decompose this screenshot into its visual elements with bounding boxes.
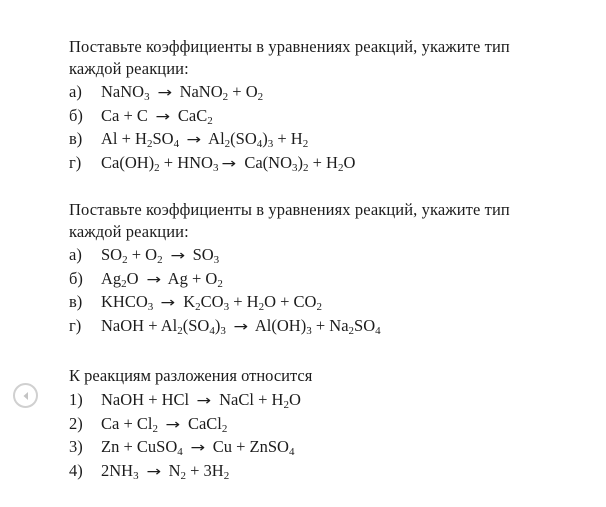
back-button[interactable] (13, 383, 38, 408)
equation-row (69, 151, 589, 175)
reaction-arrow: → (170, 248, 185, 264)
task-3 (69, 364, 589, 482)
subscript: 2 (337, 161, 344, 174)
subscript: 2 (152, 422, 158, 435)
subscript: 2 (258, 301, 265, 313)
item-label: б) (69, 268, 83, 288)
chemical-equation: $2NH_3 \to N_2 + 3H_2$ (101, 459, 229, 485)
equation-row (69, 243, 589, 267)
subscript: 2 (121, 277, 127, 290)
chemical-equation: $Ca + Cl_2$ → CaCl$_2$ (101, 412, 227, 438)
equation-row (69, 267, 589, 291)
subscript: 2 (180, 469, 186, 482)
subscript: 3 (267, 138, 274, 150)
reaction-arrow: → (190, 440, 206, 456)
task-2 (69, 199, 589, 337)
item-label: в) (69, 292, 83, 311)
task-2-heading-line-2: каждой реакции: (69, 222, 189, 241)
chemical-equation: NaOH + HCl → NaCl + $H_2O$ (101, 388, 301, 414)
subscript: 2 (224, 138, 231, 150)
chevron-left-icon (21, 391, 31, 401)
item-label: а) (69, 245, 82, 264)
reaction-arrow: → (155, 108, 171, 125)
subscript: 2 (157, 254, 163, 266)
subscript: 4 (256, 138, 263, 150)
subscript: 3 (144, 91, 150, 103)
reaction-arrow: → (196, 393, 212, 409)
subscript: 2 (223, 469, 230, 482)
chemical-equation: $Al + H_2SO_4 \to Al_2(SO_4)_3 + H_2$ (101, 127, 308, 153)
reaction-arrow: → (146, 463, 161, 480)
subscript: 3 (306, 324, 312, 337)
subscript: 4 (209, 324, 215, 337)
answer-option (69, 388, 589, 412)
chemical-equation: $Ca(OH)_2 + HNO_3 \to Ca(NO_3)_2 + H_2O$ (101, 151, 355, 177)
subscript: 2 (154, 161, 160, 174)
task-1 (69, 36, 589, 174)
option-number: 4) (69, 460, 83, 480)
answer-option (69, 459, 589, 483)
subscript: 4 (173, 138, 180, 150)
option-number: 3) (69, 437, 83, 456)
subscript: 2 (146, 138, 153, 150)
task-1-heading-line-2: каждой реакции: (69, 59, 189, 78)
equation-row (69, 80, 589, 104)
subscript: 2 (302, 161, 309, 174)
item-label: г) (69, 152, 82, 172)
subscript: 4 (177, 446, 183, 458)
reaction-arrow: → (186, 132, 202, 148)
item-label: б) (69, 105, 83, 125)
reaction-arrow: → (222, 155, 237, 172)
item-label: г) (69, 315, 82, 335)
subscript: 4 (375, 324, 381, 337)
subscript: 2 (257, 91, 264, 103)
chemical-equation: $Ag_2O \to Ag + O_2$ (101, 267, 223, 293)
subscript: 3 (133, 469, 139, 482)
subscript: 2 (122, 254, 128, 266)
subscript: 4 (288, 446, 295, 458)
subscript: 3 (147, 301, 154, 313)
chemical-equation: $KHCO_3 \to K_2CO_3 + H_2O + CO_2$ (101, 290, 322, 316)
task-1-heading (69, 36, 589, 80)
subscript: 2 (177, 324, 183, 337)
chemical-equation: $SO_2 + O_2 \to SO_3$ (101, 243, 219, 269)
equation-row (69, 314, 589, 338)
subscript: 3 (212, 161, 219, 174)
reaction-arrow: → (146, 271, 161, 288)
item-label: а) (69, 82, 82, 101)
chemical-equation: Zn + CuSO$_4$ → Cu + ZnSO$_4$ (101, 435, 294, 461)
equation-row (69, 127, 589, 151)
chemical-equation: NaNO$_3$ → NaNO$_2$ + $O_2$ (101, 80, 263, 106)
subscript: 2 (302, 138, 309, 150)
task-2-heading-line-1: Поставьте коэффициенты в уравнениях реакций, укажите тип (69, 200, 510, 219)
subscript: 3 (213, 254, 220, 266)
answer-option (69, 435, 589, 459)
task-2-heading (69, 199, 589, 243)
subscript: 2 (316, 301, 322, 313)
chemical-equation: Ca + C → CaC$_2$ (101, 104, 213, 130)
subscript: 2 (217, 277, 223, 290)
equation-row (69, 104, 589, 128)
task-1-heading-line-1: Поставьте коэффициенты в уравнениях реакций, укажите тип (69, 37, 510, 56)
option-number: 1) (69, 390, 83, 409)
answer-option (69, 412, 589, 436)
reaction-arrow: → (233, 318, 249, 335)
subscript: 3 (220, 324, 226, 337)
reaction-arrow: → (157, 85, 172, 101)
subscript: 2 (221, 422, 228, 435)
subscript: 3 (291, 161, 298, 174)
subscript: 2 (348, 324, 355, 337)
subscript: 2 (222, 91, 229, 103)
reaction-arrow: → (165, 416, 181, 433)
task-3-heading: К реакциям разложения относится (69, 366, 313, 385)
subscript: 3 (223, 301, 230, 313)
option-number: 2) (69, 413, 83, 433)
chemical-equation: NaOH + $Al_2(SO_4)_3 \to Al(OH)_3 + Na_2SO_4$ (101, 314, 381, 340)
subscript: 2 (207, 114, 213, 127)
equation-row (69, 290, 589, 314)
subscript: 2 (283, 399, 289, 411)
reaction-arrow: → (160, 295, 176, 311)
subscript: 2 (195, 301, 201, 313)
item-label: в) (69, 129, 83, 148)
